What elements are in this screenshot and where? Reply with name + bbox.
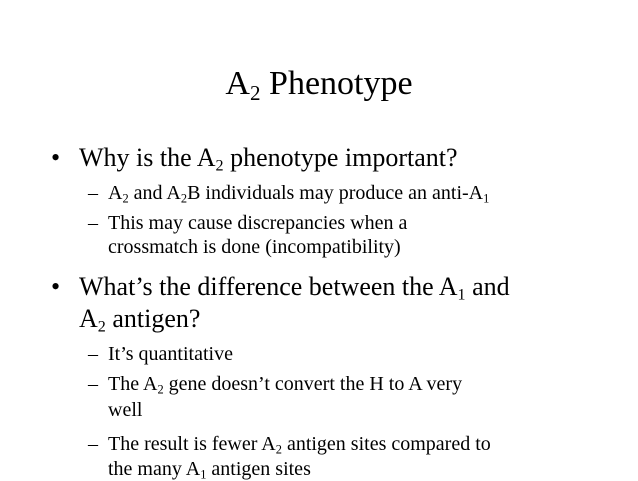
bullet-dot-icon: •	[51, 272, 61, 301]
bullet-2-continuation	[51, 304, 200, 334]
bullet-text: Why is the A	[79, 143, 216, 172]
dash-icon: –	[88, 373, 98, 395]
sub-bullet-text: This may cause discrepancies when a	[108, 212, 408, 234]
sub-bullet-text: and A	[128, 182, 181, 204]
sub-bullet-2-3-continuation	[88, 458, 311, 481]
slide-title	[0, 64, 638, 104]
bullet-text: A	[79, 304, 98, 333]
title-text: Phenotype	[260, 65, 413, 102]
dash-icon: –	[88, 182, 98, 204]
sub-bullet-text: antigen sites compared to	[281, 433, 491, 455]
dash-icon: –	[88, 433, 98, 455]
bullet-text: antigen?	[105, 304, 201, 333]
sub-bullet-text: the many A	[108, 458, 201, 480]
sub-bullet-1-1	[88, 182, 489, 205]
bullet-dot-icon: •	[51, 143, 61, 172]
subscript: 1	[200, 467, 207, 481]
bullet-text: phenotype important?	[223, 143, 458, 172]
title-subscript: 2	[249, 80, 261, 105]
subscript: 1	[483, 191, 490, 206]
sub-bullet-2-2	[88, 373, 462, 396]
sub-bullet-text: gene doesn’t convert the H to A very	[163, 373, 463, 395]
sub-bullet-1-2-continuation	[88, 236, 401, 259]
sub-bullet-text: The result is fewer A	[108, 433, 276, 455]
sub-bullet-2-2-continuation	[88, 399, 142, 422]
bullet-text: and	[465, 272, 510, 301]
sub-bullet-text: antigen sites	[206, 458, 311, 480]
sub-bullet-2-3	[88, 433, 491, 456]
bullet-text: What’s the difference between the A	[79, 272, 458, 301]
subscript: 1	[457, 286, 466, 304]
subscript: 2	[157, 382, 164, 397]
subscript: 2	[275, 442, 282, 457]
subscript: 2	[180, 191, 188, 206]
sub-bullet-text: A	[108, 182, 123, 204]
title-text: A	[225, 65, 250, 102]
sub-bullet-text: It’s quantitative	[108, 343, 233, 365]
subscript: 2	[122, 191, 129, 206]
sub-bullet-text: crossmatch is done (incompatibility)	[108, 236, 401, 258]
subscript: 2	[97, 318, 106, 336]
sub-bullet-text: well	[108, 399, 143, 421]
subscript: 2	[215, 157, 224, 175]
bullet-1	[51, 143, 458, 173]
bullet-2	[51, 272, 510, 302]
sub-bullet-text: B individuals may produce an anti-A	[187, 182, 484, 204]
dash-icon: –	[88, 212, 98, 234]
sub-bullet-1-2	[88, 212, 407, 235]
sub-bullet-text: The A	[108, 373, 158, 395]
dash-icon: –	[88, 343, 98, 365]
sub-bullet-2-1	[88, 343, 233, 366]
